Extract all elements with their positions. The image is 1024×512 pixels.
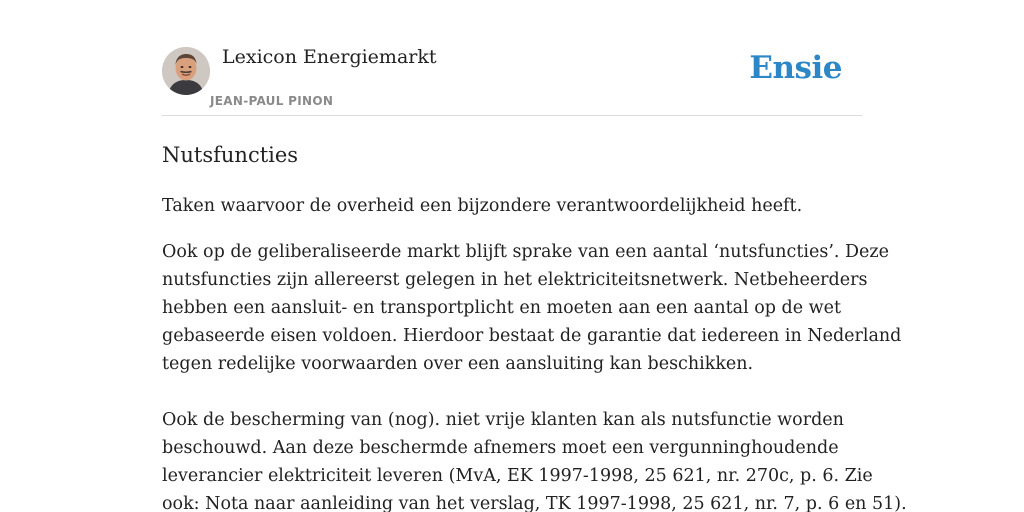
body-line: leverancier elektriciteit leveren (MvA, EK 1997-1998, 25 621, nr. 270c, p. 6. Zie — [162, 466, 873, 486]
author-portrait-icon[interactable] — [162, 47, 210, 95]
author-name[interactable]: JEAN-PAUL PINON — [210, 94, 334, 108]
site-title-link[interactable]: Lexicon Energiemarkt — [222, 46, 437, 68]
article-summary: Taken waarvoor de overheid een bijzondere verantwoordelijkheid heeft. — [162, 196, 803, 216]
body-line: gebaseerde eisen voldoen. Hierdoor bestaat de garantie dat iedereen in Nederland — [162, 326, 902, 346]
body-line: nutsfuncties zijn allereerst gelegen in het elektriciteitsnetwerk. Netbeheerders — [162, 270, 868, 290]
body-line: hebben een aansluit- en transportplicht en moeten aan een aantal op de wet — [162, 298, 842, 318]
body-line: Ook op de geliberaliseerde markt blijft sprake van een aantal ‘nutsfuncties’. Deze — [162, 242, 889, 262]
paragraph-gap — [162, 378, 862, 406]
body-line: ook: Nota naar aanleiding van het verslag, TK 1997-1998, 25 621, nr. 7, p. 6 en 51). — [162, 494, 907, 512]
body-line: Ook de bescherming van (nog). niet vrije klanten kan als nutsfunctie worden — [162, 410, 844, 430]
brand-logo[interactable]: Ensie — [749, 50, 842, 86]
body-line: tegen redelijke voorwaarden over een aansluiting kan beschikken. — [162, 354, 754, 374]
article-title: Nutsfuncties — [162, 143, 299, 167]
header — [162, 44, 862, 116]
article-body — [162, 238, 907, 512]
body-line: beschouwd. Aan deze beschermde afnemers moet een vergunninghoudende — [162, 438, 839, 458]
article — [162, 140, 907, 512]
